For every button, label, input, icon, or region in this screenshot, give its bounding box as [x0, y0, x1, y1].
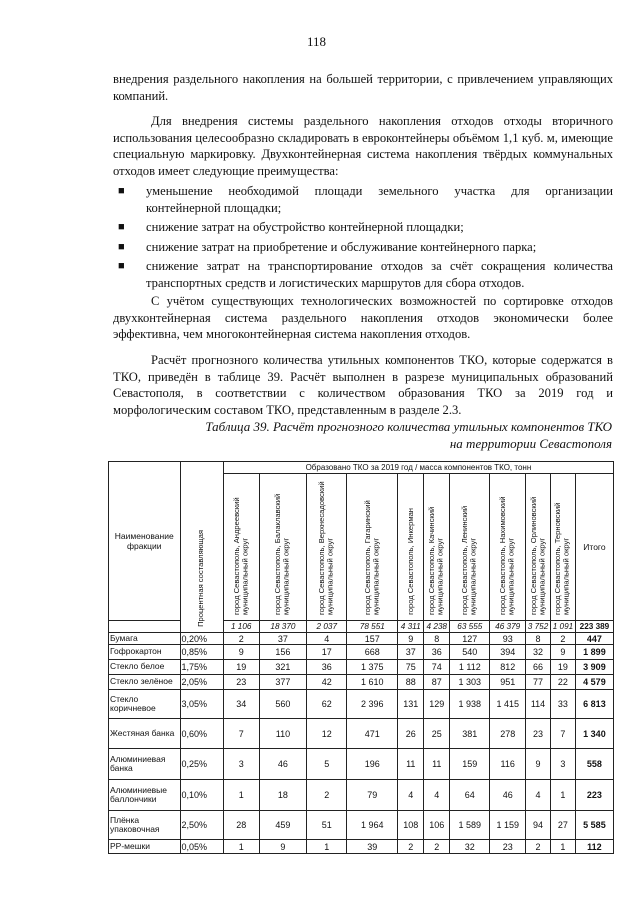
totals-cell: 1 091	[550, 621, 575, 633]
bullet-square-icon: ■	[118, 221, 125, 234]
fraction-name-cell: Алюминиевые баллончики	[109, 780, 181, 811]
value-cell: 108	[398, 811, 424, 840]
value-cell: 2	[223, 633, 259, 645]
value-cell: 19	[223, 660, 259, 675]
table-row	[109, 780, 614, 811]
value-cell: 37	[259, 633, 307, 645]
value-cell: 62	[307, 690, 347, 719]
value-cell: 66	[526, 660, 551, 675]
value-cell: 157	[347, 633, 398, 645]
value-cell: 23	[526, 719, 551, 749]
value-cell: 116	[490, 749, 526, 780]
column-header-percent: Процентная составляющая	[180, 462, 223, 633]
row-total-cell: 558	[575, 749, 613, 780]
value-cell: 4	[424, 780, 450, 811]
column-header-district: город Севастополь, Нахимовский муниципальный округ	[490, 474, 526, 621]
value-cell: 1	[550, 780, 575, 811]
value-cell: 2 396	[347, 690, 398, 719]
row-total-cell: 1 340	[575, 719, 613, 749]
value-cell: 131	[398, 690, 424, 719]
totals-cell: 78 551	[347, 621, 398, 633]
value-cell: 37	[398, 645, 424, 660]
value-cell: 951	[490, 675, 526, 690]
row-total-cell: 447	[575, 633, 613, 645]
table-body	[109, 633, 614, 854]
value-cell: 812	[490, 660, 526, 675]
value-cell: 540	[450, 645, 490, 660]
totals-cell: 4 238	[424, 621, 450, 633]
table-row	[109, 690, 614, 719]
value-cell: 9	[259, 840, 307, 854]
percent-cell: 2,50%	[180, 811, 223, 840]
table-caption: Таблица 39. Расчёт прогнозного количества утильных компонентов ТКО на территории Севастополя	[205, 419, 612, 451]
value-cell: 321	[259, 660, 307, 675]
value-cell: 9	[223, 645, 259, 660]
value-cell: 1 415	[490, 690, 526, 719]
table-row	[109, 633, 614, 645]
value-cell: 5	[307, 749, 347, 780]
value-cell: 9	[526, 749, 551, 780]
value-cell: 22	[550, 675, 575, 690]
column-header-district: город Севастополь, Качинский муниципальный округ	[424, 474, 450, 621]
value-cell: 1	[223, 780, 259, 811]
value-cell: 25	[424, 719, 450, 749]
value-cell: 34	[223, 690, 259, 719]
fraction-name-cell: Гофрокартон	[109, 645, 181, 660]
value-cell: 159	[450, 749, 490, 780]
column-header-district: город Севастополь, Балаклавский муниципальный округ	[259, 474, 307, 621]
value-cell: 77	[526, 675, 551, 690]
value-cell: 23	[223, 675, 259, 690]
column-header-district: город Севастополь, Инкерман	[398, 474, 424, 621]
fraction-name-cell: PP-мешки	[109, 840, 181, 854]
table-row	[109, 719, 614, 749]
bullet-square-icon: ■	[118, 185, 125, 197]
table-row	[109, 675, 614, 690]
value-cell: 17	[307, 645, 347, 660]
totals-cell: 18 370	[259, 621, 307, 633]
value-cell: 4	[398, 780, 424, 811]
percent-cell: 0,85%	[180, 645, 223, 660]
value-cell: 381	[450, 719, 490, 749]
value-cell: 9	[550, 645, 575, 660]
value-cell: 196	[347, 749, 398, 780]
value-cell: 93	[490, 633, 526, 645]
value-cell: 94	[526, 811, 551, 840]
value-cell: 9	[398, 633, 424, 645]
value-cell: 36	[424, 645, 450, 660]
value-cell: 459	[259, 811, 307, 840]
value-cell: 27	[550, 811, 575, 840]
value-cell: 1	[223, 840, 259, 854]
tko-components-table	[108, 461, 614, 854]
row-total-cell: 223	[575, 780, 613, 811]
grand-total-cell: 223 389	[575, 621, 613, 633]
value-cell: 394	[490, 645, 526, 660]
value-cell: 46	[490, 780, 526, 811]
value-cell: 46	[259, 749, 307, 780]
percent-cell: 0,10%	[180, 780, 223, 811]
row-total-cell: 5 585	[575, 811, 613, 840]
value-cell: 3	[223, 749, 259, 780]
column-header-district: город Севастополь, Андреевский муниципальный округ	[223, 474, 259, 621]
fraction-name-cell: Бумага	[109, 633, 181, 645]
value-cell: 2	[550, 633, 575, 645]
advantages-list	[113, 183, 613, 295]
value-cell: 4	[526, 780, 551, 811]
value-cell: 1 112	[450, 660, 490, 675]
percent-cell: 1,75%	[180, 660, 223, 675]
table-row	[109, 660, 614, 675]
value-cell: 4	[307, 633, 347, 645]
value-cell: 74	[424, 660, 450, 675]
bullet-square-icon: ■	[118, 260, 125, 273]
value-cell: 23	[490, 840, 526, 854]
row-total-cell: 1 899	[575, 645, 613, 660]
value-cell: 87	[424, 675, 450, 690]
row-total-cell: 6 813	[575, 690, 613, 719]
totals-cell: 2 037	[307, 621, 347, 633]
value-cell: 7	[550, 719, 575, 749]
value-cell: 88	[398, 675, 424, 690]
column-header-fraction: Наименование фракции	[109, 462, 181, 621]
value-cell: 64	[450, 780, 490, 811]
percent-cell: 0,20%	[180, 633, 223, 645]
percent-cell: 0,25%	[180, 749, 223, 780]
value-cell: 129	[424, 690, 450, 719]
fraction-name-cell: Стекло зелёное	[109, 675, 181, 690]
column-header-district: город Севастополь, Ленинский муниципальный округ	[450, 474, 490, 621]
row-total-cell: 3 909	[575, 660, 613, 675]
percent-cell: 2,05%	[180, 675, 223, 690]
value-cell: 1 303	[450, 675, 490, 690]
value-cell: 2	[307, 780, 347, 811]
value-cell: 11	[398, 749, 424, 780]
value-cell: 11	[424, 749, 450, 780]
value-cell: 2	[398, 840, 424, 854]
value-cell: 12	[307, 719, 347, 749]
value-cell: 79	[347, 780, 398, 811]
totals-cell: 63 555	[450, 621, 490, 633]
value-cell: 51	[307, 811, 347, 840]
value-cell: 156	[259, 645, 307, 660]
totals-label-cell	[109, 621, 181, 633]
percent-cell: 0,60%	[180, 719, 223, 749]
list-item: ■ уменьшение необходимой площади земельного участка для организации контейнерной площадки;	[118, 184, 613, 215]
value-cell: 471	[347, 719, 398, 749]
fraction-name-cell: Стекло белое	[109, 660, 181, 675]
value-cell: 8	[526, 633, 551, 645]
value-cell: 2	[424, 840, 450, 854]
totals-cell: 4 311	[398, 621, 424, 633]
value-cell: 127	[450, 633, 490, 645]
value-cell: 1	[550, 840, 575, 854]
column-header-district: город Севастополь, Орлиновский муниципальный округ	[526, 474, 551, 621]
value-cell: 1 610	[347, 675, 398, 690]
value-cell: 1 159	[490, 811, 526, 840]
fraction-name-cell: Жестяная банка	[109, 719, 181, 749]
value-cell: 26	[398, 719, 424, 749]
page-number: 118	[306, 34, 327, 49]
value-cell: 7	[223, 719, 259, 749]
paragraph-containers: Для внедрения системы раздельного накопления отходов отходы вторичного использования целесообразно складировать в евроконтейнеры объёмом 1,1 куб. м, имеющие специальную маркировку. Двухконтейнерная система накопления твёрдых коммунальных отходов имеет следующие преимущества:	[113, 114, 613, 178]
fraction-name-cell: Алюминиевая банка	[109, 749, 181, 780]
table-row	[109, 811, 614, 840]
value-cell: 8	[424, 633, 450, 645]
value-cell: 75	[398, 660, 424, 675]
totals-cell: 3 752	[526, 621, 551, 633]
fraction-name-cell: Плёнка упаковочная	[109, 811, 181, 840]
value-cell: 1 375	[347, 660, 398, 675]
table-row	[109, 749, 614, 780]
paragraph-intro: внедрения раздельного накопления на большей территории, с привлечением управляющих компаний.	[113, 72, 613, 103]
row-total-cell: 112	[575, 840, 613, 854]
list-item: ■ снижение затрат на приобретение и обслуживание контейнерного парка;	[118, 239, 537, 254]
value-cell: 3	[550, 749, 575, 780]
value-cell: 28	[223, 811, 259, 840]
value-cell: 668	[347, 645, 398, 660]
column-header-total: Итого	[575, 474, 613, 621]
column-header-district: город Севастополь, Терновский муниципальный округ	[550, 474, 575, 621]
list-item: ■ снижение затрат на обустройство контейнерной площадки;	[118, 220, 464, 235]
value-cell: 106	[424, 811, 450, 840]
value-cell: 36	[307, 660, 347, 675]
value-cell: 18	[259, 780, 307, 811]
percent-cell: 3,05%	[180, 690, 223, 719]
fraction-name-cell: Стекло коричневое	[109, 690, 181, 719]
value-cell: 33	[550, 690, 575, 719]
value-cell: 1 589	[450, 811, 490, 840]
paragraph-efficiency: С учётом существующих технологических возможностей по сортировке отходов двухконтейнерная система раздельного накопления отходов экономически более эффективна, чем многоконтейнерная система накопления отходов.	[113, 294, 613, 342]
table-row	[109, 645, 614, 660]
value-cell: 377	[259, 675, 307, 690]
value-cell: 19	[550, 660, 575, 675]
percent-cell: 0,05%	[180, 840, 223, 854]
bullet-square-icon: ■	[118, 240, 125, 253]
value-cell: 32	[450, 840, 490, 854]
value-cell: 1 964	[347, 811, 398, 840]
value-cell: 1 938	[450, 690, 490, 719]
column-header-district: город Севастополь, Верхнесадовский муниципальный округ	[307, 474, 347, 621]
totals-cell: 1 106	[223, 621, 259, 633]
value-cell: 2	[526, 840, 551, 854]
value-cell: 42	[307, 675, 347, 690]
table-row	[109, 840, 614, 854]
paragraph-calculation: Расчёт прогнозного количества утильных компонентов ТКО, которые содержатся в ТКО, приведён в таблице 39. Расчёт выполнен в разрезе муниципальных образований Севастополя, в соответствии с количеством образования ТКО за 2019 год и морфологическим составом ТКО, представленным в разделе 2.3.	[113, 353, 613, 417]
value-cell: 560	[259, 690, 307, 719]
value-cell: 110	[259, 719, 307, 749]
row-total-cell: 4 579	[575, 675, 613, 690]
value-cell: 32	[526, 645, 551, 660]
totals-cell: 46 379	[490, 621, 526, 633]
value-cell: 39	[347, 840, 398, 854]
value-cell: 1	[307, 840, 347, 854]
table-header-row	[109, 462, 614, 474]
column-header-district: город Севастополь, Гагаринский муниципальный округ	[347, 474, 398, 621]
column-group-header: Образовано ТКО за 2019 год / масса компонентов ТКО, тонн	[223, 462, 613, 474]
list-item: ■ снижение затрат на транспортирование отходов за счёт сокращения количества транспортных средств и логистических маршрутов для сбора отходов.	[118, 259, 613, 290]
value-cell: 278	[490, 719, 526, 749]
value-cell: 114	[526, 690, 551, 719]
